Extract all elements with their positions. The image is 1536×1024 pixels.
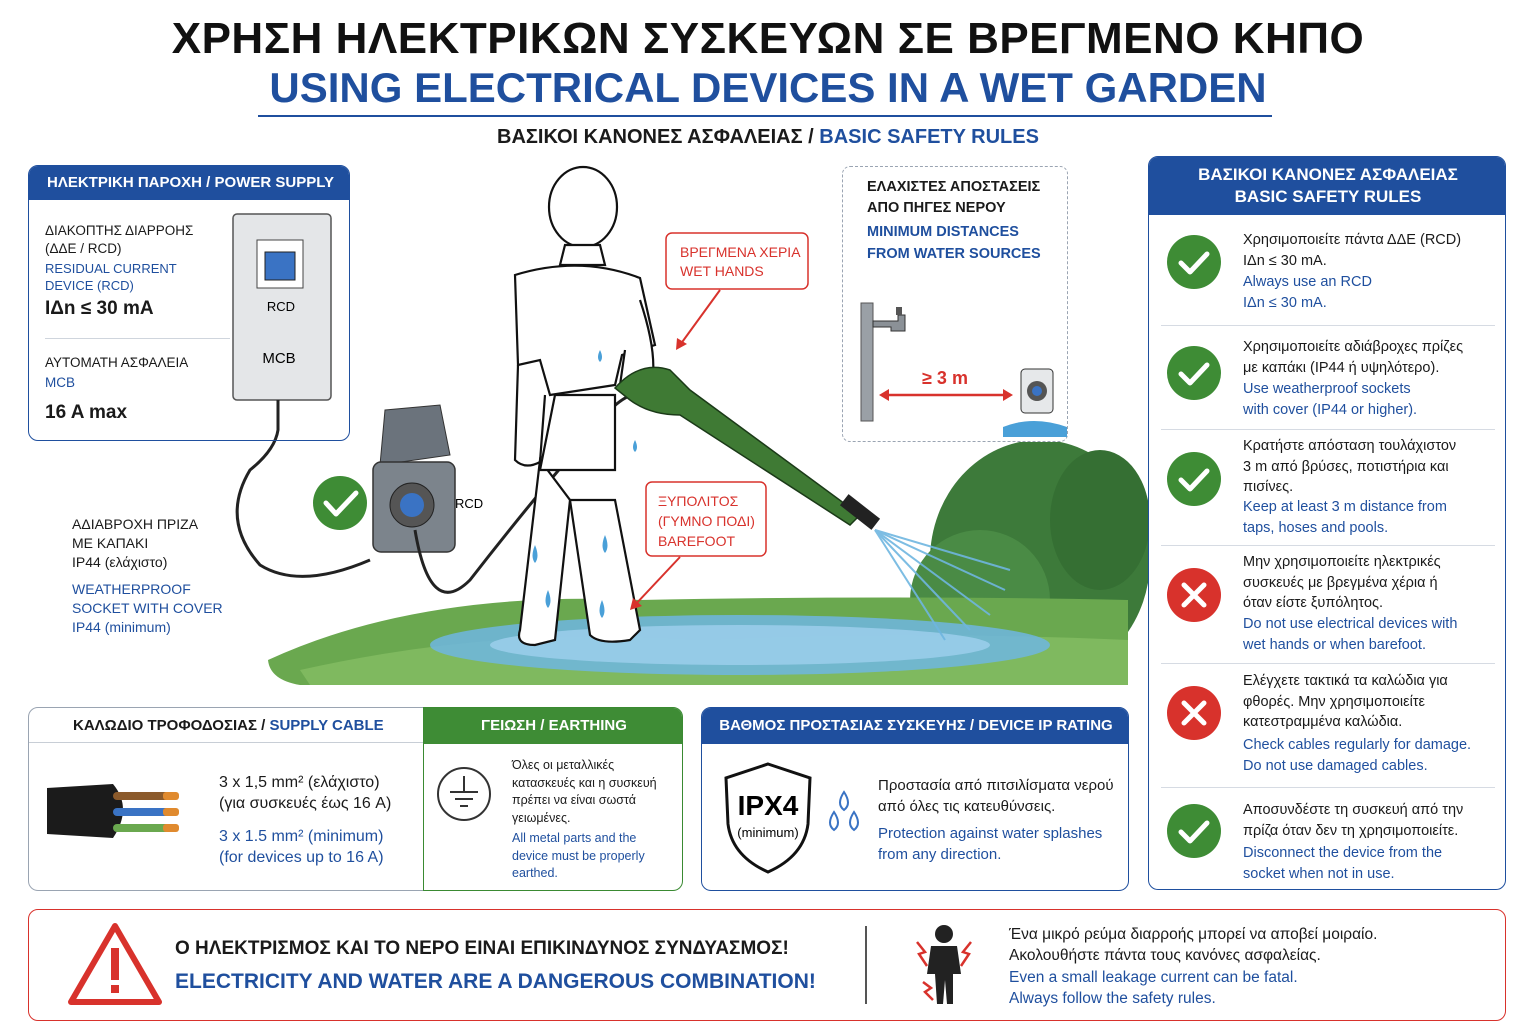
wet-hands-gr: ΒΡΕΓΜΕΝΑ ΧΕΡΙΑ <box>680 244 801 260</box>
cable-heading <box>73 717 384 734</box>
rcd-value: IΔn ≤ 30 mA <box>45 298 154 319</box>
cable-icon <box>43 778 193 848</box>
ip-gr <box>878 775 1114 817</box>
rule-item <box>1161 215 1495 325</box>
page-title-greek: ΧΡΗΣΗ ΗΛΕΚΤΡΙΚΩΝ ΣΥΣΚΕΥΩΝ ΣΕ ΒΡΕΓΜΕΝΟ ΚΗΠΟ <box>171 14 1365 63</box>
ip-badge-sub: (minimum) <box>737 825 799 840</box>
page-title-english: USING ELECTRICAL DEVICES IN A WET GARDEN <box>269 64 1267 111</box>
rule-6-gr-line-2: πρίζα όταν δεν τη χρησιμοποιείτε. <box>1243 822 1459 839</box>
earthing-gr <box>512 757 657 827</box>
box-mcb-label: MCB <box>262 350 296 367</box>
earthing-en <box>512 830 645 883</box>
tap-icon <box>873 307 905 331</box>
ip-gr-2: από όλες τις κατευθύνσεις. <box>878 798 1056 815</box>
rule-2-en-line-2: with cover (IP44 or higher). <box>1243 401 1418 418</box>
rule-5-en-line-1: Check cables regularly for damage. <box>1243 737 1472 753</box>
ip-rating-heading: ΒΑΘΜΟΣ ΠΡΟΣΤΑΣΙΑΣ ΣΥΣΚΕΥΗΣ / DEVICE IP RATING <box>702 708 1129 744</box>
rcd-gr-2: (ΔΔΕ / RCD) <box>45 241 122 256</box>
socket-description <box>72 515 223 637</box>
rule-item <box>1161 663 1495 787</box>
barefoot-gr-2: (ΓΥΜΝΟ ΠΟΔΙ) <box>658 513 755 529</box>
socket-gr-3: IP44 (ελάχιστο) <box>72 554 168 570</box>
earthing-en-2: device must be properly <box>512 848 645 863</box>
warning-side-en-1: Even a small leakage current can be fatal. <box>1009 969 1298 986</box>
power-supply-heading: ΗΛΕΚΤΡΙΚΗ ΠΑΡΟΧΗ / POWER SUPPLY <box>29 166 350 200</box>
warning-triangle-icon <box>67 922 163 1008</box>
weatherproof-socket-icon <box>373 405 483 552</box>
mindist-gr-2: ΑΠΟ ΠΗΓΕΣ ΝΕΡΟΥ <box>867 200 1006 216</box>
rule-item <box>1161 787 1495 889</box>
subtitle-english: BASIC SAFETY RULES <box>819 126 1039 148</box>
earthing-panel <box>423 707 683 891</box>
outdoor-socket-icon <box>1021 369 1053 413</box>
rule-3-en-line-2: taps, hoses and pools. <box>1243 519 1389 536</box>
rcd-en-2: DEVICE (RCD) <box>45 278 134 293</box>
cable-en-1: 3 x 1.5 mm² (minimum) <box>219 828 384 845</box>
shield-icon <box>720 760 816 876</box>
rule-4-gr-line-2: συσκευές με βρεγμένα χέρια ή <box>1243 574 1438 591</box>
rule-5-gr <box>1243 671 1495 733</box>
rule-item <box>1161 429 1495 545</box>
rule-2-gr-line-1: Χρησιμοποιείτε αδιάβροχες πρίζες <box>1243 339 1464 355</box>
person-figure <box>515 167 655 645</box>
cable-en <box>219 826 384 868</box>
rule-item <box>1161 325 1495 429</box>
check-icon <box>1167 452 1221 506</box>
mindist-gr <box>867 177 1040 219</box>
cable-gr <box>219 772 391 814</box>
rule-6-gr-line-1: Αποσυνδέστε τη συσκευή από την <box>1243 802 1464 818</box>
barefoot-gr-1: ΞΥΠΟΛΙΤΟΣ <box>658 493 739 509</box>
earthing-gr-4: γειωμένες. <box>512 810 571 825</box>
rule-4-en-line-2: wet hands or when barefoot. <box>1243 636 1426 653</box>
mindist-en-1: MINIMUM DISTANCES <box>867 224 1019 240</box>
earthing-en-3: earthed. <box>512 866 558 880</box>
socket-gr-1: ΑΔΙΑΒΡΟΧΗ ΠΡΙΖΑ <box>72 516 199 532</box>
electric-shock-person-icon <box>909 922 979 1008</box>
box-rcd-label: RCD <box>266 299 296 314</box>
earthing-heading: ΓΕΙΩΣΗ / EARTHING <box>424 708 683 744</box>
rule-5-gr-line-1: Ελέγχετε τακτικά τα καλώδια για <box>1243 673 1448 689</box>
cross-icon <box>1167 686 1221 740</box>
rule-3-gr-line-1: Κρατήστε απόσταση τουλάχιστον <box>1243 438 1457 454</box>
earthing-gr-3: πρέπει να είναι σωστά <box>512 793 636 807</box>
ip-rating-panel <box>701 707 1129 891</box>
cable-gr-1: 3 x 1,5 mm² (ελάχιστο) <box>219 774 380 791</box>
rule-2-gr-line-2: με καπάκι (IP44 ή υψηλότερο). <box>1243 359 1440 376</box>
warning-divider <box>865 926 867 1004</box>
rule-1-en-line-2: IΔn ≤ 30 mA. <box>1243 294 1327 311</box>
rule-4-gr-line-1: Μην χρησιμοποιείτε ηλεκτρικές <box>1243 554 1441 570</box>
socket-gr-2: ΜΕ ΚΑΠΑΚΙ <box>72 535 149 551</box>
check-icon <box>1167 346 1221 400</box>
barefoot-arrow <box>635 557 680 605</box>
supply-cable-panel <box>28 707 424 891</box>
earthing-gr-1: Όλες οι μεταλλικές <box>512 758 615 772</box>
wet-hands-callout <box>666 233 808 289</box>
subtitle-greek: ΒΑΣΙΚΟΙ ΚΑΝΟΝΕΣ ΑΣΦΑΛΕΙΑΣ / <box>497 126 814 148</box>
rule-6-en <box>1243 843 1495 884</box>
check-icon <box>1167 804 1221 858</box>
warning-side-en <box>1009 967 1298 1009</box>
rule-4-en <box>1243 614 1495 655</box>
rule-3-gr-line-2: 3 m από βρύσες, ποτιστήρια και <box>1243 458 1449 475</box>
cross-icon <box>1167 568 1221 622</box>
rule-6-en-line-2: socket when not in use. <box>1243 865 1395 882</box>
mcb-gr: ΑΥΤΟΜΑΤΗ ΑΣΦΑΛΕΙΑ <box>45 355 189 370</box>
distance-diagram <box>843 287 1067 437</box>
rule-6-en-line-1: Disconnect the device from the <box>1243 845 1443 861</box>
rule-5-gr-line-2: φθορές. Μην χρησιμοποιείτε <box>1243 693 1425 710</box>
rule-4-gr-line-3: όταν είστε ξυπόλητος. <box>1243 595 1384 611</box>
distance-label: ≥ 3 m <box>922 368 968 388</box>
ip-en <box>878 823 1102 865</box>
socket-en-3: IP44 (minimum) <box>72 619 171 635</box>
water-drops-icon <box>824 788 868 838</box>
ip-en-2: from any direction. <box>878 846 1002 863</box>
check-icon <box>1167 235 1221 289</box>
rule-3-en-line-1: Keep at least 3 m distance from <box>1243 499 1447 515</box>
warning-side-gr <box>1009 924 1377 966</box>
wet-hands-en: WET HANDS <box>680 263 764 279</box>
warning-side-en-2: Always follow the safety rules. <box>1009 990 1216 1007</box>
warning-side-gr-2: Ακολουθήστε πάντα τους κανόνες ασφαλείας. <box>1009 947 1321 964</box>
rules-heading-gr: ΒΑΣΙΚΟΙ ΚΑΝΟΝΕΣ ΑΣΦΑΛΕΙΑΣ <box>1198 165 1458 184</box>
rcd-en-1: RESIDUAL CURRENT <box>45 261 177 276</box>
rule-5-en <box>1243 735 1495 776</box>
rule-2-gr <box>1243 337 1495 378</box>
socket-en-1: WEATHERPROOF <box>72 581 191 597</box>
rule-1-gr-line-1: Χρησιμοποιείτε πάντα ΔΔΕ (RCD) <box>1243 232 1462 248</box>
cable-gr-2: (για συσκευές έως 16 A) <box>219 795 392 812</box>
cable-en-2: (for devices up to 16 A) <box>219 849 384 866</box>
wet-hands-arrow <box>680 290 720 345</box>
rules-heading <box>1149 157 1506 215</box>
rule-4-en-line-1: Do not use electrical devices with <box>1243 616 1458 632</box>
rule-4-gr <box>1243 552 1495 614</box>
rule-1-gr <box>1243 230 1495 271</box>
mindist-en-2: FROM WATER SOURCES <box>867 246 1041 262</box>
earthing-gr-2: κατασκευές και η συσκευή <box>512 775 657 790</box>
rule-2-en-line-1: Use weatherproof sockets <box>1243 381 1411 397</box>
safety-rules-panel <box>1148 156 1506 890</box>
warning-en: ELECTRICITY AND WATER ARE A DANGEROUS COMBINATION! <box>175 970 816 993</box>
rule-3-gr-line-3: πισίνες. <box>1243 479 1294 495</box>
warning-side-gr-1: Ένα μικρό ρεύμα διαρροής μπορεί να αποβεί μοιραίο. <box>1009 926 1378 943</box>
warning-gr: Ο ΗΛΕΚΤΡΙΣΜΟΣ ΚΑΙ ΤΟ ΝΕΡΟ ΕΙΝΑΙ ΕΠΙΚΙΝΔΥΝΟΣ ΣΥΝΔΥΑΣΜΟΣ! <box>175 938 789 959</box>
rule-6-gr <box>1243 800 1495 841</box>
check-icon <box>313 476 367 530</box>
ground-symbol-icon <box>436 766 492 822</box>
socket-en-2: SOCKET WITH COVER <box>72 600 223 616</box>
rules-heading-en: BASIC SAFETY RULES <box>1234 187 1422 206</box>
earthing-en-1: All metal parts and the <box>512 831 637 845</box>
min-distances-panel <box>842 166 1068 442</box>
power-divider <box>45 338 230 339</box>
rule-5-en-line-2: Do not use damaged cables. <box>1243 757 1428 774</box>
power-supply-panel <box>28 165 350 441</box>
rcd-gr-1: ΔΙΑΚΟΠΤΗΣ ΔΙΑΡΡΟΗΣ <box>45 223 194 238</box>
mindist-gr-1: ΕΛΑΧΙΣΤΕΣ ΑΠΟΣΤΑΣΕΙΣ <box>867 179 1041 195</box>
socket-rcd-label: RCD <box>455 496 484 511</box>
ip-en-1: Protection against water splashes <box>878 825 1103 842</box>
rule-2-en <box>1243 379 1495 420</box>
barefoot-en: BAREFOOT <box>658 533 736 549</box>
rule-1-gr-line-2: IΔn ≤ 30 mA. <box>1243 252 1327 269</box>
cable-heading-gr: ΚΑΛΩΔΙΟ ΤΡΟΦΟΔΟΣΙΑΣ / <box>73 717 266 734</box>
rule-1-en-line-1: Always use an RCD <box>1243 274 1372 290</box>
ip-gr-1: Προστασία από πιτσιλίσματα νερού <box>878 777 1114 794</box>
cable-heading-en: SUPPLY CABLE <box>269 717 384 734</box>
mcb-en: MCB <box>45 375 75 390</box>
mcb-value: 16 A max <box>45 402 128 423</box>
rule-1-en <box>1243 272 1495 313</box>
warning-banner <box>28 909 1506 1021</box>
mindist-en <box>867 221 1041 265</box>
rule-3-en <box>1243 497 1495 538</box>
rule-item <box>1161 545 1495 663</box>
rule-3-gr <box>1243 436 1495 498</box>
rule-5-gr-line-3: κατεστραμμένα καλώδια. <box>1243 714 1403 730</box>
ip-badge-label: IPX4 <box>737 790 799 821</box>
